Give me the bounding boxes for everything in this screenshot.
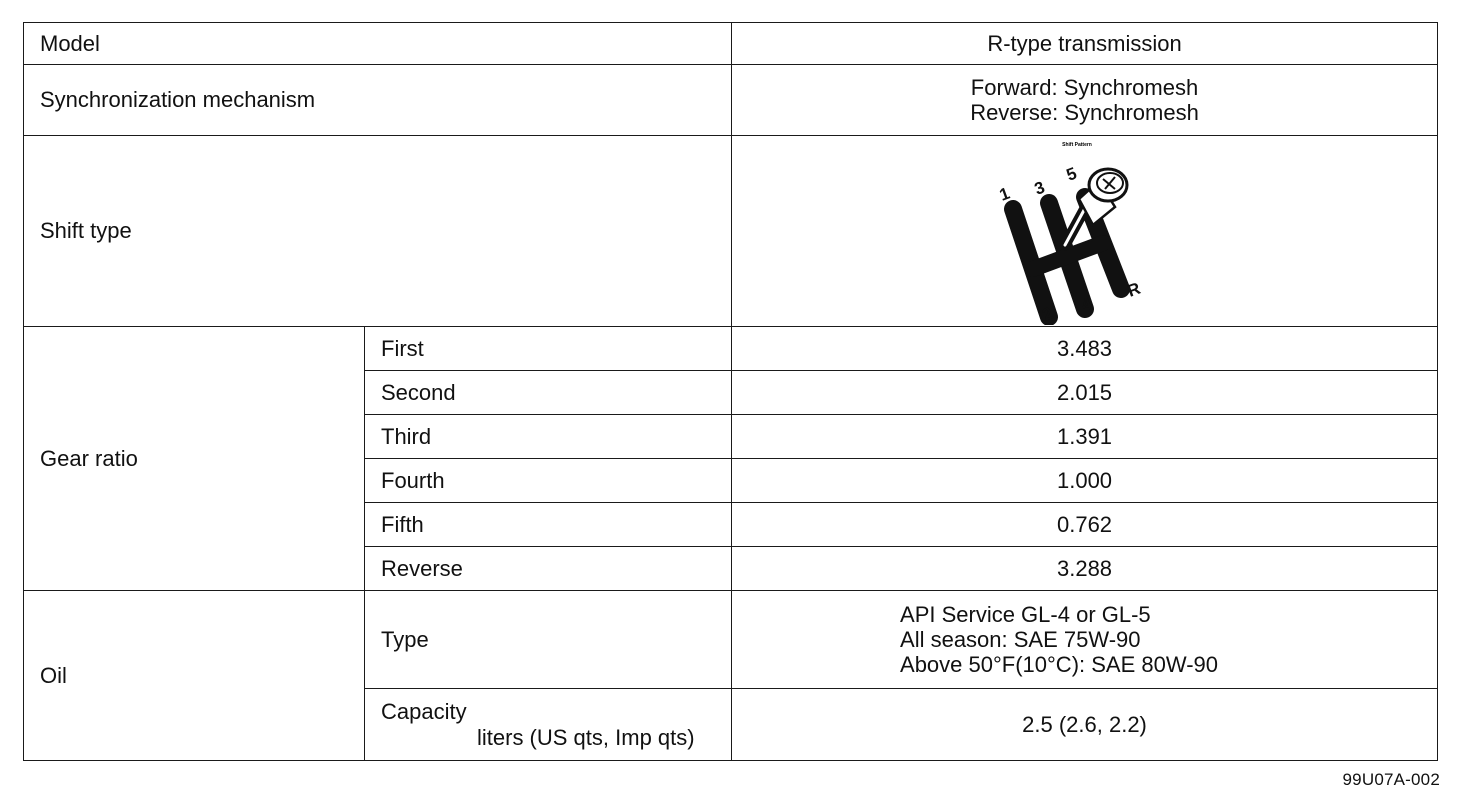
oil-label: Oil (24, 591, 365, 761)
sync-forward: Forward: Synchromesh (970, 74, 1199, 100)
gear-label-1: 1 (996, 183, 1012, 205)
gear-ratio-value: 1.391 (732, 415, 1438, 459)
gear-name: Reverse (365, 547, 732, 591)
gear-label-2: 2 (1039, 303, 1055, 325)
sync-value (732, 65, 1438, 136)
transmission-type: R-type transmission (732, 23, 1438, 65)
table-row (24, 136, 1438, 327)
shift-type-label: Shift type (24, 136, 732, 327)
oil-type-value (732, 591, 1438, 689)
gear-name: Third (365, 415, 732, 459)
oil-type-line: API Service GL-4 or GL-5 (900, 601, 1151, 627)
gear-ratio-value: 1.000 (732, 459, 1438, 503)
sync-reverse: Reverse: Synchromesh (970, 100, 1199, 125)
sync-label: Synchronization mechanism (24, 65, 732, 136)
oil-capacity-value: 2.5 (2.6, 2.2) (732, 689, 1438, 761)
gear-label-4: 4 (1078, 293, 1094, 315)
gear-ratio-value: 0.762 (732, 503, 1438, 547)
table-row (24, 327, 1438, 371)
gear-ratio-value: 3.288 (732, 547, 1438, 591)
table-row (24, 23, 1438, 65)
gear-name: Fourth (365, 459, 732, 503)
capacity-title: Capacity (381, 699, 467, 725)
shift-pattern-caption: Shift Pattern (1061, 142, 1092, 148)
gear-name: Second (365, 371, 732, 415)
gear-label-3: 3 (1031, 177, 1047, 199)
model-label: Model (24, 23, 732, 65)
gear-ratio-value: 2.015 (732, 371, 1438, 415)
transmission-spec-table (23, 22, 1438, 761)
shift-pattern-diagram (965, 137, 1205, 325)
oil-type-line: All season: SAE 75W-90 (900, 626, 1141, 652)
gear-ratio-value: 3.483 (732, 327, 1438, 371)
gear-ratio-label: Gear ratio (24, 327, 365, 591)
gear-label-5: 5 (1063, 163, 1079, 185)
gear-name: Fifth (365, 503, 732, 547)
oil-type-label: Type (365, 591, 732, 689)
oil-capacity-label (365, 689, 732, 761)
figure-code: 99U07A-002 (1342, 770, 1440, 789)
table-row (24, 65, 1438, 136)
table-row (24, 591, 1438, 689)
capacity-unit: liters (US qts, Imp qts) (477, 724, 695, 750)
shift-pattern-cell (732, 136, 1438, 327)
gear-label-r: R (1124, 278, 1143, 301)
gear-name: First (365, 327, 732, 371)
oil-type-line: Above 50°F(10°C): SAE 80W-90 (900, 652, 1219, 678)
